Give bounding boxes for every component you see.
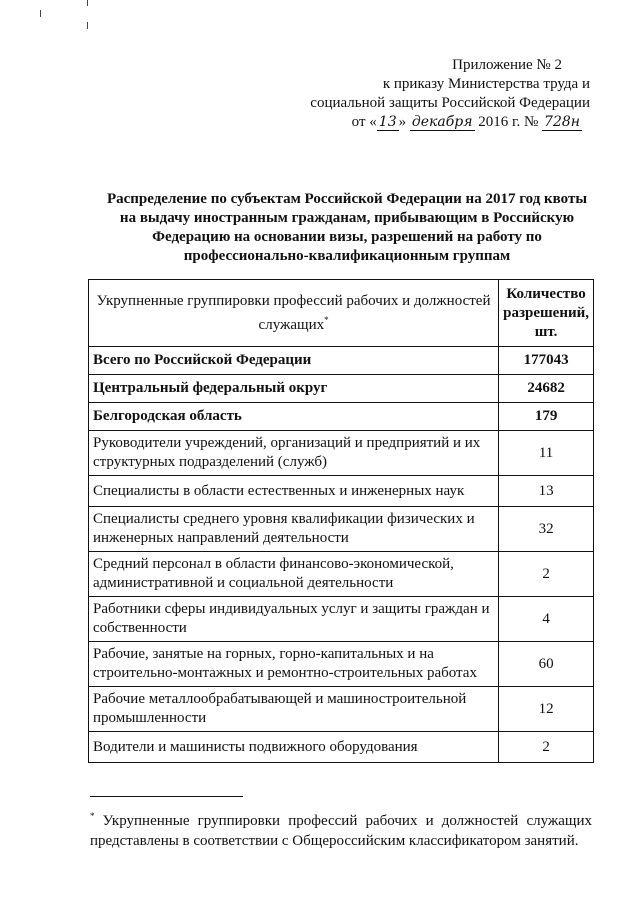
row-name: Белгородская область (89, 403, 499, 431)
date-prefix: от « (351, 114, 377, 130)
row-name: Специалисты среднего уровня квалификации физических и инженерных направлений деятельности (89, 507, 499, 552)
footnote (90, 806, 592, 851)
appendix-ministry-line: социальной защиты Российской Федерации (310, 95, 590, 111)
document-title: Распределение по субъектам Российской Федерации на 2017 год квоты на выдачу иностранным гражданам, прибывающим в Российскую Федерацию на основании визы, разрешений на работу по профессионально-квалификационным группам (106, 191, 588, 264)
row-name: Центральный федеральный округ (89, 375, 499, 403)
appendix-title: Приложение № 2 (452, 57, 562, 73)
table-row (89, 375, 594, 403)
row-name: Рабочие, занятые на горных, горно-капитальных и на строительно-монтажных и ремонтно-строительных работах (89, 642, 499, 687)
appendix-order-line: к приказу Министерства труда и (382, 76, 590, 92)
row-name: Рабочие металлообрабатывающей и машиностроительной промышленности (89, 687, 499, 732)
scan-mark (87, 22, 88, 29)
row-count: 4 (499, 597, 594, 642)
scan-mark (40, 10, 41, 17)
appendix-block (290, 56, 590, 132)
table-row (89, 687, 594, 732)
row-count: 179 (499, 403, 594, 431)
order-number: 728н (544, 114, 580, 130)
row-count: 2 (499, 732, 594, 763)
footnote-divider (90, 796, 243, 797)
row-count: 60 (499, 642, 594, 687)
column-header-groups-text: Укрупненные группировки профессий рабочих и должностей служащих (96, 292, 491, 333)
table-row (89, 403, 594, 431)
table-row (89, 552, 594, 597)
table-row (89, 642, 594, 687)
row-count: 2 (499, 552, 594, 597)
table-row (89, 347, 594, 375)
row-name: Всего по Российской Федерации (89, 347, 499, 375)
footnote-ref: * (324, 314, 329, 325)
scan-mark (87, 0, 88, 6)
date-mid: » (398, 114, 407, 130)
date-year: 2016 г. № (478, 114, 539, 130)
row-count: 24682 (499, 375, 594, 403)
row-count: 12 (499, 687, 594, 732)
row-count: 32 (499, 507, 594, 552)
footnote-text: Укрупненные группировки профессий рабочих и должностей служащих представлены в соответствии с Общероссийским классификатором занятий. (90, 813, 592, 849)
row-name: Средний персонал в области финансово-экономической, административной и социальной деятельности (89, 552, 499, 597)
footnote-mark: * (90, 811, 95, 821)
row-name: Руководители учреждений, организаций и предприятий и их структурных подразделений (служб) (89, 431, 499, 476)
appendix-date-line (290, 113, 590, 132)
date-day: 13 (378, 114, 397, 130)
table-row (89, 597, 594, 642)
quota-table (88, 279, 594, 763)
table-row (89, 476, 594, 507)
row-count: 13 (499, 476, 594, 507)
column-header-groups (89, 280, 499, 347)
row-name: Водители и машинисты подвижного оборудования (89, 732, 499, 763)
row-count: 11 (499, 431, 594, 476)
table-row (89, 732, 594, 763)
table-row (89, 431, 594, 476)
column-header-count: Количество разрешений, шт. (499, 280, 594, 347)
row-name: Специалисты в области естественных и инженерных наук (89, 476, 499, 507)
row-name: Работники сферы индивидуальных услуг и защиты граждан и собственности (89, 597, 499, 642)
row-count: 177043 (499, 347, 594, 375)
table-row (89, 507, 594, 552)
date-month: декабря (411, 114, 473, 130)
